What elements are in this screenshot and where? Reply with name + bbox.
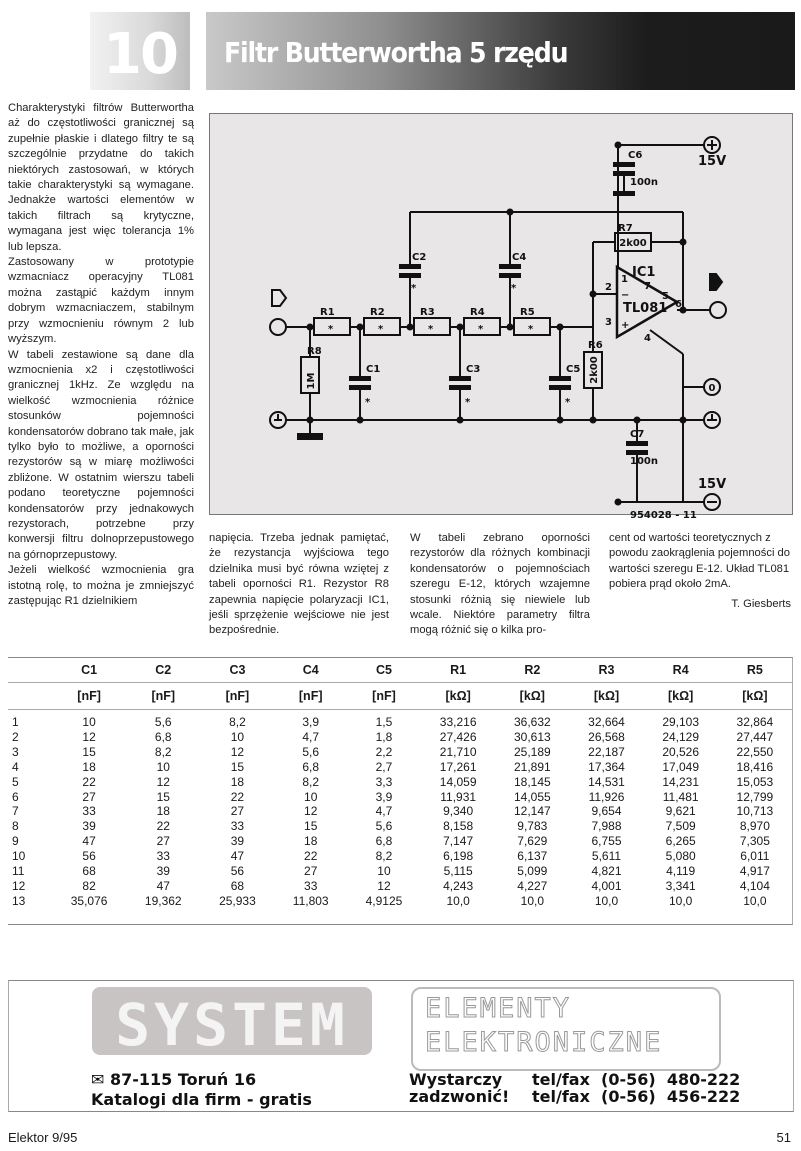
table-cell: 15: [156, 789, 170, 804]
label-c2: C2: [412, 252, 427, 263]
table-cell: 33,216: [439, 715, 477, 729]
table-cell: 27,426: [439, 729, 477, 744]
table-cell: 5,6: [375, 819, 393, 834]
table-cell: 29,103: [662, 715, 700, 729]
phone-2: tel/fax (0-56) 456-222: [532, 1087, 741, 1106]
table-row: [8, 804, 792, 819]
star: *: [365, 397, 371, 408]
phone-1: tel/fax (0-56) 480-222: [532, 1070, 741, 1089]
table-cell: 33: [304, 878, 318, 893]
table-cell: 8,2: [302, 774, 320, 789]
table-cell: 14,531: [588, 774, 625, 789]
pin-6: 6: [675, 299, 682, 310]
star: *: [428, 324, 434, 335]
address: [91, 1070, 256, 1089]
elementy-logo: [411, 987, 721, 1071]
star: *: [565, 397, 571, 408]
table-cell: 15: [230, 759, 245, 774]
table-cell: 8,970: [739, 819, 770, 834]
value-r7: 2k00: [619, 238, 647, 249]
resistor-r2: [360, 318, 410, 335]
label-c4: C4: [512, 252, 527, 263]
circuit-schematic: [209, 113, 793, 521]
table-cell: 10: [304, 789, 318, 804]
row-index: 13: [12, 893, 26, 908]
row-index: 4: [12, 759, 19, 774]
table-cell: 3,341: [665, 878, 696, 893]
table-cell: 4,227: [517, 878, 548, 893]
table-cell: 18,416: [736, 759, 774, 774]
table-cell: 33: [230, 819, 245, 834]
column-header: C5: [375, 663, 392, 677]
table-cell: 10: [230, 729, 245, 744]
table-cell: 10: [377, 864, 391, 879]
magazine-issue: Elektor 9/95: [8, 1130, 78, 1145]
table-row: [8, 790, 792, 805]
table-cell: 19,362: [144, 893, 182, 908]
table-cell: 47: [82, 834, 96, 849]
column-unit: [kΩ]: [718, 683, 792, 710]
table-row: [8, 710, 792, 730]
label-zero: 0: [708, 383, 716, 394]
column-header: C1: [81, 663, 98, 677]
table-cell: 12,147: [513, 804, 551, 819]
table-cell: 7,147: [443, 834, 474, 849]
table-cell: 14,059: [439, 774, 477, 789]
table-cell: 17,261: [439, 759, 477, 774]
row-index: 2: [12, 729, 19, 744]
table-cell: 6,755: [591, 834, 622, 849]
table-cell: 11,931: [440, 789, 477, 804]
table-cell: 7,629: [517, 834, 548, 849]
table-cell: 15,053: [736, 774, 774, 789]
table-row: [8, 849, 792, 864]
table-cell: 18: [82, 759, 96, 774]
pin-2: 2: [605, 282, 612, 293]
pin-3: 3: [605, 317, 612, 328]
table-cell: 47: [156, 878, 170, 893]
star: *: [528, 324, 534, 335]
paragraph: cent od wartości teoretycznych z powodu zaokrąglenia pojemności do wartości szeregu E-12. Układ TL081 pobiera prąd około 2mA.: [609, 532, 790, 591]
column-header: R3: [598, 663, 615, 677]
system-logo-text: SYSTEM: [115, 991, 349, 1059]
negative-supply-terminal: [704, 494, 720, 510]
table-cell: 7,509: [665, 819, 696, 834]
table-cell: 5,611: [591, 849, 622, 864]
column-header: C4: [302, 663, 319, 677]
table-cell: 47: [230, 849, 245, 864]
row-index: 9: [12, 834, 19, 849]
table-cell: 21,710: [439, 744, 477, 759]
header-cell: [8, 658, 52, 683]
star: *: [411, 283, 417, 294]
table-row: [8, 730, 792, 745]
table-cell: 32,664: [588, 715, 625, 729]
paragraph: W tabeli zebrano oporności rezystorów dla różnych kombinacji kondensatorów o pojemnościach szeregu E-12, których wzajemne stosunki różnią się niewiele lub wcale. Niektóre parametry filtra mogą różnić się o kilka pro-: [410, 532, 590, 637]
paragraph: Jeżeli wielkość wzmocnienia gra istotną rolę, to można je zmniejszyć zastępując R1 dzielnikiem: [8, 564, 194, 607]
table-cell: 4,104: [739, 878, 770, 893]
column-unit: [kΩ]: [644, 683, 718, 710]
label-ic1: IC1: [632, 265, 656, 280]
minus-sign: −: [621, 290, 630, 301]
table-cell: 32,864: [736, 715, 774, 729]
output-arrow-icon: [710, 274, 722, 290]
page-number: 51: [776, 1130, 791, 1145]
resistor-r1: [310, 318, 360, 335]
row-index: 5: [12, 774, 19, 789]
table-cell: 10,0: [520, 893, 544, 908]
table-cell: 27: [156, 834, 170, 849]
table-cell: 35,076: [70, 893, 108, 908]
table-cell: 27: [82, 789, 96, 804]
table-cell: 68: [230, 878, 245, 893]
table-cell: 14,231: [662, 774, 700, 789]
table-cell: 18: [230, 774, 245, 789]
text-column-mid-1: [209, 531, 389, 639]
table-cell: 24,129: [662, 729, 700, 744]
table-cell: 22,550: [736, 744, 774, 759]
table-cell: 6,8: [302, 759, 320, 774]
table-cell: 5,6: [302, 744, 320, 759]
table-cell: 7,988: [591, 819, 622, 834]
label-c6: C6: [628, 150, 643, 161]
pin-4: 4: [644, 333, 651, 344]
input-terminal: [270, 319, 286, 335]
pin-5: 5: [662, 291, 669, 302]
column-unit: [nF]: [275, 683, 347, 710]
ground-output-terminal: [683, 412, 720, 428]
table-cell: 10: [156, 759, 170, 774]
star: *: [378, 324, 384, 335]
table-cell: 12: [304, 804, 318, 819]
table-cell: 6,8: [154, 729, 172, 744]
table-cell: 10,713: [736, 804, 774, 819]
table-cell: 10,0: [594, 893, 619, 908]
column-header: C2: [155, 663, 172, 677]
table-cell: 22: [156, 819, 170, 834]
table-cell: 8,2: [375, 849, 393, 864]
table-cell: 10: [82, 715, 96, 729]
value-c6: 100n: [630, 177, 658, 188]
paragraph: Charakterystyki filtrów Butterwortha aż do częstotliwości granicznej są zupełnie płaskie i dlatego filtry te są szczególnie przydatne do takich niektórych zastosowań, w których takie charakterystyki są wymagane. Jednakże wartości elementów w takich filtrach są krytyczne, wymagana jest więc tolerancja 1% lub lepsza.: [8, 102, 194, 253]
row-index: 8: [12, 819, 19, 834]
table-cell: 11,803: [292, 893, 329, 908]
column-unit: [nF]: [126, 683, 200, 710]
pin-7: 7: [644, 281, 651, 292]
table-cell: 7,305: [739, 834, 770, 849]
table-cell: 68: [82, 864, 96, 879]
table-cell: 30,613: [513, 729, 551, 744]
text-column-right: [609, 531, 791, 612]
table-header-row: [8, 658, 792, 683]
column-header: C3: [229, 663, 246, 677]
column-header: R2: [524, 663, 541, 677]
elementy-logo-line2: ELEKTRONICZNE: [425, 1027, 663, 1058]
row-index: 1: [12, 715, 19, 729]
table-cell: 1,5: [375, 715, 393, 729]
table-cell: 6,198: [443, 849, 474, 864]
envelope-icon: ✉: [91, 1070, 105, 1089]
article-title: Filtr Butterwortha 5 rzędu: [224, 36, 568, 69]
paragraph: napięcia. Trzeba jednak pamiętać, że rezystancja wyjściowa tego dzielnika musi być równa wziętej z tabeli oporności R1. Rezystor R8 zapewnia napięcie polaryzacji IC1, jeśli sprzężenie wejściowe nie jest bezpośrednie.: [209, 532, 389, 637]
table-cell: 25,933: [219, 893, 256, 908]
table-cell: 6,8: [375, 834, 393, 849]
article-number-box: [90, 12, 190, 90]
table-row: [8, 864, 792, 879]
label-r3: R3: [420, 307, 435, 318]
paragraph: W tabeli zestawione są dane dla wzmocnienia x2 i częstotliwości granicznej 1kHz. Ze względu na wielkość wzmocnienia różnice stosunków pojemności kondensatorów dobrano tak małe, jak tylko było to możliwe, a oporności rezystorów są w miarę możliwości zbliżone. W ostatnim wierszu tabeli podano teoretyczne pojemności kondensatorów przy jednakowych rezystorach, potrzebne przy konwersji filtru dolnoprzepustowego na górnoprzepustowy.: [8, 348, 194, 561]
label-r5: R5: [520, 307, 535, 318]
output-terminal: [710, 302, 726, 318]
ground-terminal: [270, 412, 286, 428]
table-cell: 4,9125: [365, 893, 403, 908]
table-cell: 39: [156, 864, 170, 879]
table-cell: 5,080: [665, 849, 696, 864]
resistor-r4: [460, 318, 510, 335]
table-row: [8, 760, 792, 775]
table-cell: 18,145: [513, 774, 551, 789]
label-c1: C1: [366, 364, 381, 375]
column-unit: [kΩ]: [495, 683, 569, 710]
table-cell: 26,568: [588, 729, 625, 744]
table-cell: 17,364: [588, 759, 625, 774]
schematic-code: 954028 - 11: [630, 510, 697, 521]
table-cell: 25,189: [513, 744, 551, 759]
table-row: [8, 745, 792, 760]
capacitor-c2: [399, 212, 421, 327]
capacitor-c4: [499, 212, 521, 327]
table-units-row: [8, 683, 792, 710]
table-cell: 6,137: [517, 849, 548, 864]
row-index: 6: [12, 789, 19, 804]
table-cell: 5,6: [154, 715, 172, 729]
paragraph: Zastosowany w prototypie wzmacniacz operacyjny TL081 można zastąpić każdym innym dobrym wzmacniaczem, stabilnym przy wzmocnieniu równym 2 lub wyższym.: [8, 256, 194, 346]
table-cell: 36,632: [513, 715, 551, 729]
label-r8: R8: [307, 346, 322, 357]
table-cell: 1,8: [375, 729, 393, 744]
table-cell: 4,243: [443, 878, 474, 893]
chassis-ground-icon: [298, 434, 322, 439]
table-cell: 15: [304, 819, 318, 834]
table-cell: 5,115: [443, 864, 473, 879]
label-c7: C7: [630, 429, 645, 440]
table-cell: 10,0: [743, 893, 767, 908]
article-number: 10: [103, 22, 177, 87]
label-r1: R1: [320, 307, 335, 318]
text-column-mid-2: [410, 531, 590, 639]
table-cell: 22: [82, 774, 96, 789]
label-vpos: 15V: [698, 154, 727, 169]
table-cell: 4,7: [375, 804, 393, 819]
star: *: [328, 324, 334, 335]
table-cell: 39: [230, 834, 245, 849]
table-cell: 82: [82, 878, 96, 893]
table-cell: 4,119: [666, 864, 696, 879]
table-cell: 12: [230, 744, 245, 759]
table-cell: 4,821: [591, 864, 622, 879]
table-row: [8, 894, 792, 909]
star: *: [511, 283, 517, 294]
row-index: 11: [12, 864, 25, 879]
title-bar: [206, 12, 795, 90]
column-header: R1: [450, 663, 467, 677]
column-unit: [nF]: [200, 683, 274, 710]
resistor-r5: [510, 318, 593, 335]
table-cell: 17,049: [662, 759, 700, 774]
header-cell: [8, 683, 52, 710]
row-index: 3: [12, 744, 19, 759]
table-cell: 6,265: [665, 834, 696, 849]
row-index: 7: [12, 804, 19, 819]
column-unit: [kΩ]: [421, 683, 495, 710]
table-cell: 56: [230, 864, 245, 879]
table-cell: 11,481: [662, 789, 699, 804]
value-c7: 100n: [630, 456, 658, 467]
table-cell: 21,891: [513, 759, 551, 774]
star: *: [465, 397, 471, 408]
elementy-logo-line1: ELEMENTY: [425, 993, 572, 1024]
table-cell: 39: [82, 819, 96, 834]
table-row: [8, 879, 792, 894]
table-cell: 18: [304, 834, 318, 849]
table-cell: 56: [82, 849, 96, 864]
table-cell: 10,0: [446, 893, 470, 908]
table-body: [8, 710, 792, 909]
row-index: 10: [12, 849, 26, 864]
table-cell: 12: [82, 729, 96, 744]
table-cell: 8,2: [154, 744, 172, 759]
table-row: [8, 775, 792, 790]
table-cell: 14,055: [513, 789, 551, 804]
table-cell: 9,340: [443, 804, 474, 819]
label-tl081: TL081: [623, 301, 668, 316]
table-cell: 9,621: [665, 804, 696, 819]
column-unit: [kΩ]: [569, 683, 643, 710]
column-unit: [nF]: [52, 683, 126, 710]
table-cell: 22: [230, 789, 245, 804]
table-cell: 12,799: [736, 789, 774, 804]
call-line-1: Wystarczy: [409, 1070, 503, 1089]
table-cell: 2,2: [375, 744, 393, 759]
pin-1: 1: [621, 274, 628, 285]
table-cell: 8,2: [229, 715, 246, 729]
table-cell: 4,001: [591, 878, 622, 893]
table-cell: 20,526: [662, 744, 700, 759]
label-c5: C5: [566, 364, 581, 375]
label-vneg: 15V: [698, 477, 727, 492]
table-cell: 5,099: [517, 864, 548, 879]
table-cell: 8,158: [443, 819, 474, 834]
table-cell: 10,0: [668, 893, 693, 908]
input-arrow-icon: [272, 290, 286, 306]
row-index: 12: [12, 878, 26, 893]
table-cell: 2,7: [375, 759, 393, 774]
call-line-2: zadzwonić!: [409, 1087, 510, 1106]
catalog-text: Katalogi dla firm - gratis: [91, 1090, 312, 1109]
component-values-table: [8, 657, 793, 925]
table-cell: 12: [156, 774, 170, 789]
table-cell: 33: [156, 849, 170, 864]
table-row: [8, 819, 792, 834]
table-cell: 33: [82, 804, 96, 819]
text-column-left: [8, 101, 194, 609]
table-cell: 22: [304, 849, 318, 864]
column-unit: [nF]: [347, 683, 421, 710]
table-cell: 4,7: [302, 729, 320, 744]
table-cell: 3,3: [375, 774, 393, 789]
table-cell: 15: [82, 744, 96, 759]
table-cell: 22,187: [588, 744, 625, 759]
label-r6: R6: [588, 340, 603, 351]
address-text: 87-115 Toruń 16: [109, 1070, 257, 1089]
system-logo: [92, 987, 372, 1059]
positive-supply-terminal: [704, 137, 720, 153]
label-r4: R4: [470, 307, 485, 318]
table-cell: 18: [156, 804, 170, 819]
column-header: R5: [746, 663, 763, 677]
table-cell: 9,783: [517, 819, 548, 834]
table-cell: 3,9: [375, 789, 393, 804]
table-cell: 9,654: [591, 804, 622, 819]
value-r8: 1M: [306, 372, 317, 390]
label-r2: R2: [370, 307, 385, 318]
label-c3: C3: [466, 364, 481, 375]
table-cell: 3,9: [302, 715, 320, 729]
table-cell: 27,447: [736, 729, 774, 744]
star: *: [478, 324, 484, 335]
column-header: R4: [672, 663, 689, 677]
table-cell: 4,917: [739, 864, 770, 879]
author: T. Giesberts: [731, 597, 791, 610]
advertisement: [8, 980, 794, 1112]
table-cell: 6,011: [740, 849, 770, 864]
plus-sign: +: [621, 320, 630, 331]
table-cell: 11,926: [588, 789, 625, 804]
value-r6: 2k00: [589, 356, 600, 384]
resistor-r3: [410, 318, 460, 335]
table-row: [8, 834, 792, 849]
label-r7: R7: [618, 223, 633, 234]
table-cell: 27: [304, 864, 318, 879]
table-cell: 27: [230, 804, 245, 819]
table-cell: 12: [377, 878, 391, 893]
